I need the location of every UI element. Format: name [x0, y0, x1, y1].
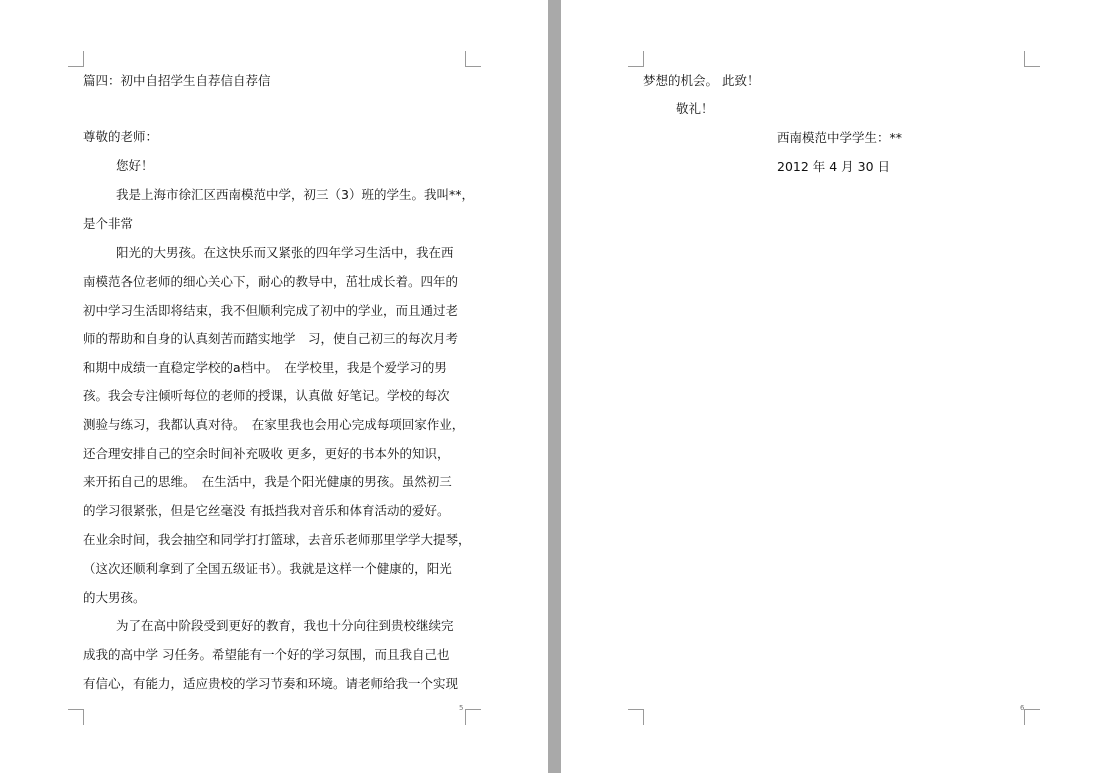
- date-line: 2012 年 4 月 30 日: [777, 159, 891, 174]
- body-line: 来开拓自己的思维。 在生活中，我是个阳光健康的男孩。虽然初三: [83, 474, 452, 489]
- document-page: [561, 0, 1109, 773]
- body-line: 南模范各位老师的细心关心下，耐心的教导中，茁壮成长着。四年的: [83, 274, 459, 289]
- body-line: 在业余时间，我会抽空和同学打打篮球，去音乐老师那里学学大提琴，: [83, 532, 471, 547]
- body-line: 为了在高中阶段受到更好的教育，我也十分向往到贵校继续完: [116, 618, 454, 633]
- crop-mark: [68, 709, 84, 725]
- body-line: 成我的高中学 习任务。希望能有一个好的学习氛围，而且我自己也: [83, 647, 450, 662]
- body-line: 有信心，有能力，适应贵校的学习节奏和环境。请老师给我一个实现: [83, 676, 459, 691]
- page-gap: [548, 0, 561, 773]
- crop-mark: [1024, 709, 1040, 725]
- body-line: 的学习很紧张，但是它丝毫没 有抵挡我对音乐和体育活动的爱好。: [83, 503, 450, 518]
- body-line: 阳光的大男孩。在这快乐而又紧张的四年学习生活中，我在西: [116, 245, 454, 260]
- body-line: 和期中成绩一直稳定学校的a档中。 在学校里，我是个爱学习的男: [83, 360, 447, 375]
- body-line: 初中学习生活即将结束，我不但顺利完成了初中的学业，而且通过老: [83, 303, 459, 318]
- body-line: 是个非常: [83, 216, 134, 231]
- document-heading: 篇四：初中自招学生自荐信自荐信: [83, 73, 271, 88]
- crop-mark: [628, 709, 644, 725]
- body-line: 还合理安排自己的空余时间补充吸收 更多，更好的书本外的知识，: [83, 446, 450, 461]
- crop-mark: [465, 51, 481, 67]
- crop-mark: [465, 709, 481, 725]
- body-line: 我是上海市徐汇区西南模范中学，初三（3）班的学生。我叫**，: [116, 187, 474, 202]
- body-line: （这次还顺利拿到了全国五级证书）。我就是这样一个健康的，阳光: [83, 561, 452, 576]
- signature-line: 西南模范中学学生：**: [777, 130, 903, 145]
- document-page: [0, 0, 548, 773]
- body-line: 梦想的机会。 此致！: [643, 73, 760, 88]
- page-number: 5: [459, 704, 464, 712]
- crop-mark: [1024, 51, 1040, 67]
- closing-line: 敬礼！: [676, 101, 714, 116]
- body-line: 的大男孩。: [83, 590, 146, 605]
- greeting: 您好！: [116, 158, 154, 173]
- page-number: 6: [1020, 704, 1025, 712]
- crop-mark: [628, 51, 644, 67]
- body-line: 测验与练习，我都认真对待。 在家里我也会用心完成每项回家作业，: [83, 417, 465, 432]
- crop-mark: [68, 51, 84, 67]
- body-line: 师的帮助和自身的认真刻苦而踏实地学 习，使自己初三的每次月考: [83, 331, 459, 346]
- body-line: 孩。我会专注倾听每位的老师的授课，认真做 好笔记。学校的每次: [83, 388, 450, 403]
- salutation: 尊敬的老师：: [83, 129, 159, 144]
